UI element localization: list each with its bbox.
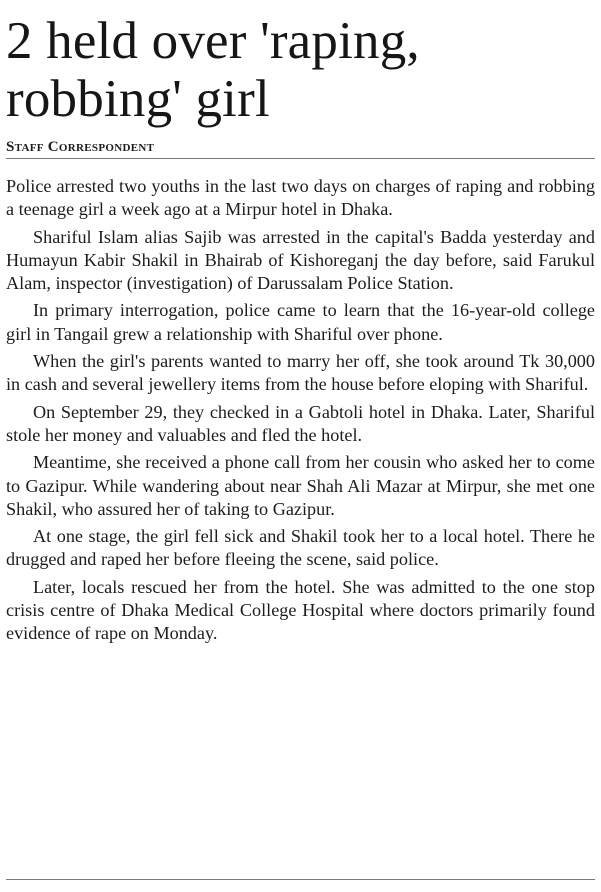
byline-rule: [6, 138, 595, 159]
paragraph: At one stage, the girl fell sick and Shakil took her to a local hotel. There he drugged and raped her before fleeing the scene, said police.: [6, 526, 595, 570]
paragraph: On September 29, they checked in a Gabtoli hotel in Dhaka. Later, Shariful stole her money and valuables and fled the hotel.: [6, 401, 595, 445]
paragraph: In primary interrogation, police came to learn that the 16-year-old college girl in Tangail grew a relationship with Shariful over phone.: [6, 300, 595, 344]
paragraph: Meantime, she received a phone call from her cousin who asked her to come to Gazipur. While wandering about near Shah Ali Mazar at Mirpur, she met one Shakil, who assured her of taking to Gazipur.: [6, 452, 595, 519]
paragraph: When the girl's parents wanted to marry her off, she took around Tk 30,000 in cash and several jewellery items from the house before eloping with Shariful.: [6, 351, 595, 395]
article-body: [6, 175, 595, 646]
headline: [6, 0, 595, 128]
byline: Staff Correspondent: [6, 139, 155, 155]
bottom-rule: [6, 879, 595, 880]
paragraph: Later, locals rescued her from the hotel. She was admitted to the one stop crisis centre of Dhaka Medical College Hospital where doctors primarily found evidence of rape on Monday.: [6, 576, 595, 644]
headline-line-1: 2 held over 'raping,: [6, 12, 420, 70]
headline-line-2: robbing' girl: [6, 70, 270, 128]
paragraph: Shariful Islam alias Sajib was arrested in the capital's Badda yesterday and Humayun Kabir Shakil in Bhairab of Kishoreganj the day before, said Farukul Alam, inspector (investigation) of Darussalam Police Station.: [6, 226, 595, 294]
paragraph: Police arrested two youths in the last two days on charges of raping and robbing a teenage girl a week ago at a Mirpur hotel in Dhaka.: [6, 176, 595, 220]
news-article: [6, 0, 595, 892]
